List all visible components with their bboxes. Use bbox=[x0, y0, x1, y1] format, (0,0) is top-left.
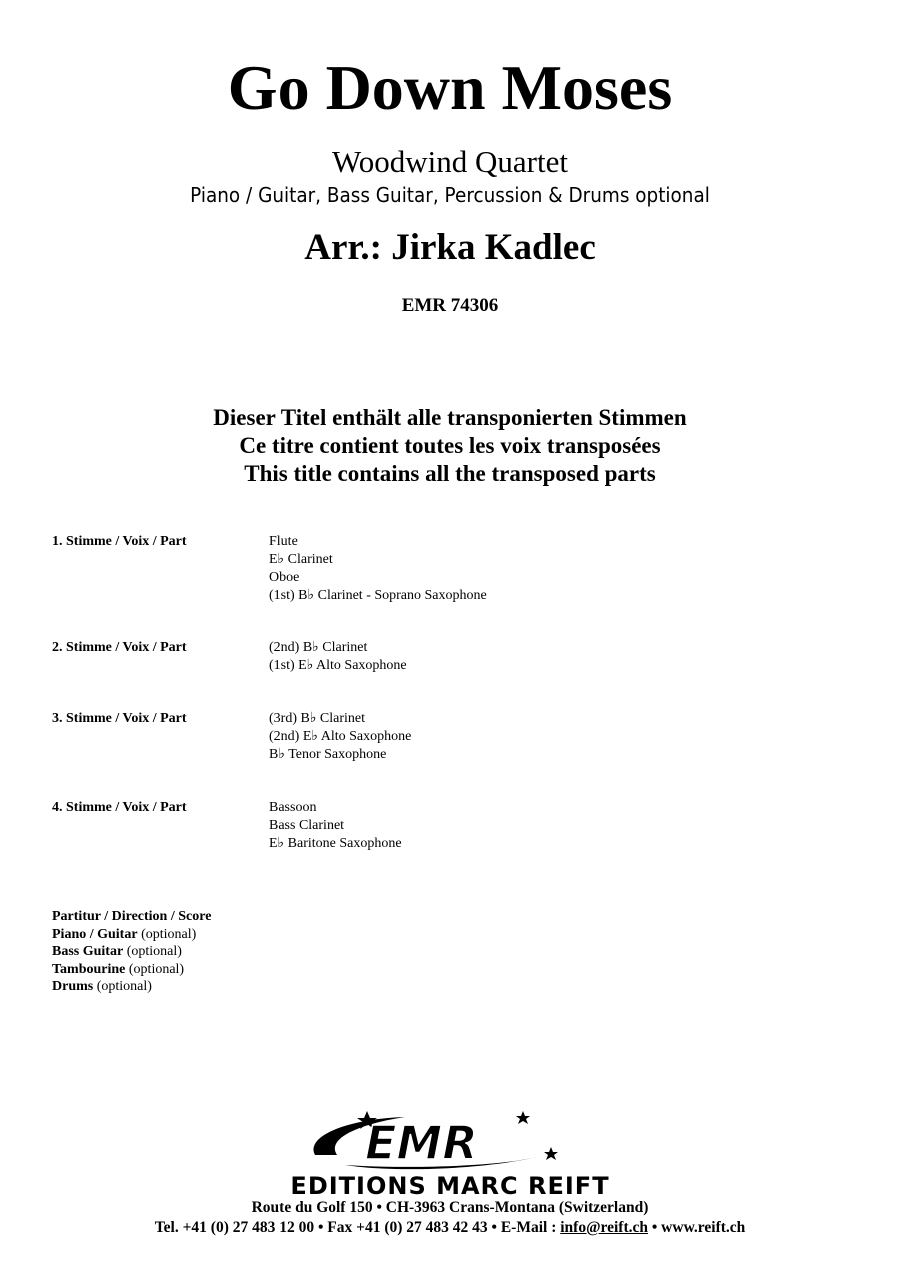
instrument: Bassoon bbox=[269, 800, 317, 815]
page-title: Go Down Moses bbox=[227, 52, 673, 123]
instrument: Oboe bbox=[269, 570, 300, 585]
instrument: E♭ Baritone Saxophone bbox=[269, 836, 402, 851]
optional-note: (optional) bbox=[141, 926, 197, 942]
notice-french: Ce titre contient toutes les voix transposées bbox=[239, 433, 661, 458]
catalog-number: EMR 74306 bbox=[401, 295, 499, 316]
part-4-label: 4. Stimme / Voix / Part bbox=[52, 800, 187, 815]
notice-english: This title contains all the transposed parts bbox=[244, 461, 656, 486]
optional-parts-list bbox=[52, 908, 211, 996]
transposed-parts-notice bbox=[0, 404, 900, 488]
instrument: B♭ Tenor Saxophone bbox=[269, 747, 387, 762]
instrument: (2nd) E♭ Alto Saxophone bbox=[269, 729, 412, 744]
logo-lettering: EMR bbox=[365, 1116, 478, 1170]
website: • www.reift.ch bbox=[648, 1219, 746, 1236]
publisher-address: Route du Golf 150 • CH-3963 Crans-Montana (Switzerland) bbox=[251, 1199, 649, 1216]
part-1-label: 1. Stimme / Voix / Part bbox=[52, 534, 187, 549]
instrument: Flute bbox=[269, 534, 298, 549]
score-label: Partitur / Direction / Score bbox=[52, 909, 212, 924]
part-2-instruments bbox=[269, 639, 407, 675]
phone-fax: Tel. +41 (0) 27 483 12 00 • Fax +41 (0) 27 483 42 43 • E-Mail : bbox=[154, 1219, 561, 1236]
piano-guitar-label: Piano / Guitar bbox=[52, 926, 138, 942]
instrumentation: Piano / Guitar, Bass Guitar, Percussion & Drums optional bbox=[190, 183, 710, 207]
instrument: Bass Clarinet bbox=[269, 818, 345, 833]
optional-note: (optional) bbox=[126, 944, 182, 959]
part-3-instruments bbox=[269, 710, 411, 764]
instrument: E♭ Clarinet bbox=[269, 552, 333, 567]
part-1-instruments bbox=[269, 533, 487, 605]
instrument: (1st) B♭ Clarinet - Soprano Saxophone bbox=[269, 588, 487, 603]
tambourine-label: Tambourine bbox=[52, 961, 126, 977]
part-3-label: 3. Stimme / Voix / Part bbox=[52, 711, 187, 726]
publisher-contact bbox=[0, 1218, 900, 1238]
bass-guitar-label: Bass Guitar bbox=[52, 944, 124, 959]
notice-german: Dieser Titel enthält alle transponierten Stimmen bbox=[213, 405, 687, 430]
email-link[interactable]: info@reift.ch bbox=[560, 1219, 648, 1236]
arranger: Arr.: Jirka Kadlec bbox=[304, 227, 596, 268]
part-2-label: 2. Stimme / Voix / Part bbox=[52, 640, 187, 655]
publisher-name: EDITIONS MARC REIFT bbox=[290, 1172, 610, 1200]
emr-logo bbox=[305, 1107, 565, 1177]
optional-note: (optional) bbox=[128, 961, 185, 977]
instrument: (3rd) B♭ Clarinet bbox=[269, 711, 366, 726]
instrument: (2nd) B♭ Clarinet bbox=[269, 640, 368, 655]
instrument: (1st) E♭ Alto Saxophone bbox=[269, 658, 407, 673]
subtitle: Woodwind Quartet bbox=[332, 144, 568, 179]
optional-note: (optional) bbox=[96, 979, 152, 994]
part-4-instruments bbox=[269, 799, 402, 853]
drums-label: Drums bbox=[52, 979, 94, 994]
